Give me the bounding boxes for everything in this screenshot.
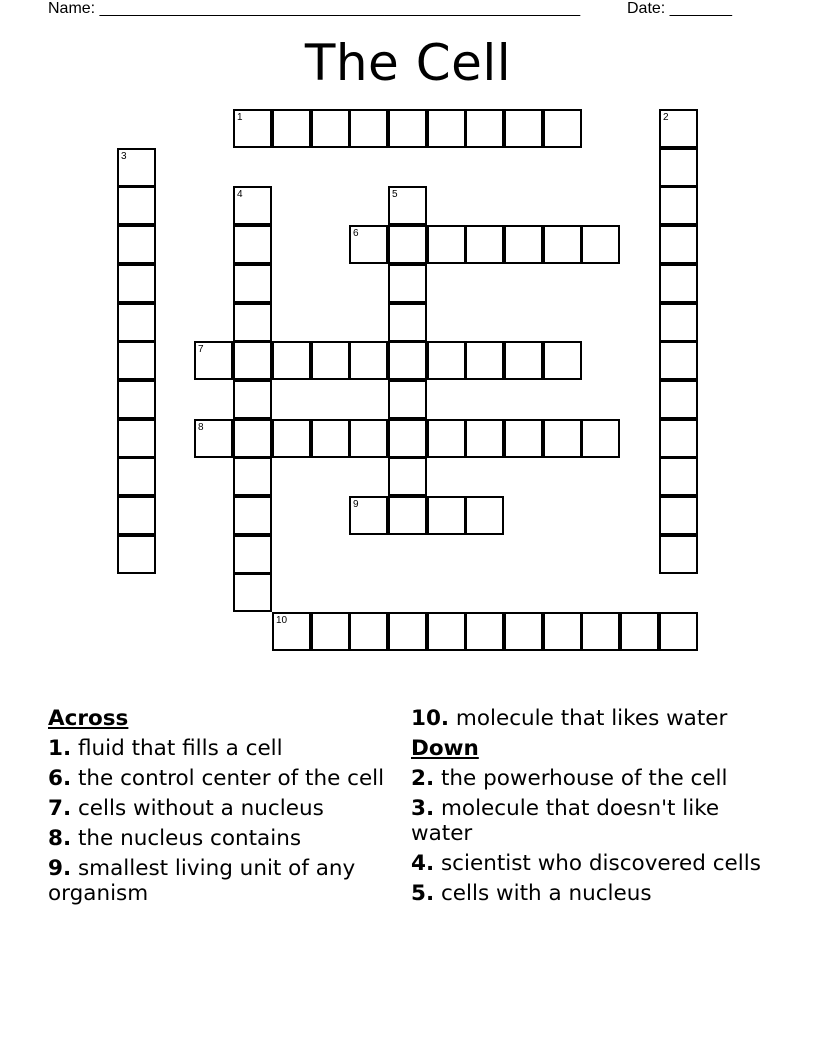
grid-cell[interactable] (272, 612, 311, 651)
grid-cell[interactable] (388, 264, 427, 303)
grid-cell[interactable] (233, 419, 272, 458)
clue-down-2: 2. the powerhouse of the cell (411, 766, 728, 791)
grid-cell[interactable] (427, 612, 466, 651)
grid-cell[interactable] (388, 186, 427, 225)
grid-cell[interactable] (465, 109, 504, 148)
grid-cell[interactable] (659, 535, 698, 574)
grid-cell[interactable] (117, 148, 156, 187)
grid-cell[interactable] (659, 341, 698, 380)
grid-cell[interactable] (659, 380, 698, 419)
grid-cell[interactable] (233, 380, 272, 419)
grid-cell[interactable] (194, 419, 233, 458)
grid-cell[interactable] (117, 225, 156, 264)
grid-cell[interactable] (388, 612, 427, 651)
grid-cell[interactable] (659, 419, 698, 458)
grid-cell[interactable] (465, 496, 504, 535)
grid-cell[interactable] (311, 341, 350, 380)
clue-column-right (411, 701, 766, 906)
grid-cell[interactable] (659, 496, 698, 535)
grid-cell[interactable] (388, 457, 427, 496)
clue-number: 6 (353, 228, 359, 239)
grid-cell[interactable] (427, 419, 466, 458)
clue-number: 5 (392, 189, 398, 200)
clue-across-10: 10. molecule that likes water (411, 706, 728, 731)
clue-across-8: 8. the nucleus contains (48, 826, 302, 851)
clue-number: 9 (353, 499, 359, 510)
name-field: Name: ______________________________________________________ (48, 0, 581, 17)
grid-cell[interactable] (311, 612, 350, 651)
across-heading: Across (48, 706, 129, 731)
grid-cell[interactable] (504, 419, 543, 458)
grid-cell[interactable] (465, 341, 504, 380)
grid-cell[interactable] (504, 225, 543, 264)
grid-cell[interactable] (659, 225, 698, 264)
grid-cell[interactable] (311, 419, 350, 458)
grid-cell[interactable] (504, 612, 543, 651)
grid-cell[interactable] (659, 457, 698, 496)
grid-cell[interactable] (233, 264, 272, 303)
grid-cell[interactable] (388, 225, 427, 264)
grid-cell[interactable] (233, 303, 272, 342)
clue-across-6: 6. the control center of the cell (48, 766, 385, 791)
clue-number: 2 (663, 112, 669, 123)
grid-cell[interactable] (311, 109, 350, 148)
grid-cell[interactable] (543, 341, 582, 380)
grid-cell[interactable] (233, 341, 272, 380)
grid-cell[interactable] (659, 303, 698, 342)
grid-cell[interactable] (233, 186, 272, 225)
page-title: The Cell (304, 34, 512, 92)
grid-cell[interactable] (388, 341, 427, 380)
grid-cell[interactable] (543, 612, 582, 651)
grid-cell[interactable] (659, 186, 698, 225)
grid-cell[interactable] (117, 457, 156, 496)
grid-cell[interactable] (349, 109, 388, 148)
grid-cell[interactable] (117, 186, 156, 225)
clue-number: 4 (237, 189, 243, 200)
grid-cell[interactable] (233, 109, 272, 148)
clue-number: 3 (121, 151, 127, 162)
grid-cell[interactable] (233, 535, 272, 574)
clue-down-5: 5. cells with a nucleus (411, 881, 652, 906)
grid-cell[interactable] (504, 341, 543, 380)
grid-cell[interactable] (659, 612, 698, 651)
clue-across-1: 1. fluid that fills a cell (48, 736, 283, 761)
grid-cell[interactable] (504, 109, 543, 148)
grid-cell[interactable] (117, 303, 156, 342)
grid-cell[interactable] (349, 225, 388, 264)
clue-down-4: 4. scientist who discovered cells (411, 851, 761, 876)
clue-number: 10 (276, 615, 288, 626)
clue-column-left (48, 701, 388, 906)
grid-cell[interactable] (117, 380, 156, 419)
grid-cell[interactable] (349, 341, 388, 380)
grid-cell[interactable] (349, 612, 388, 651)
grid-cell[interactable] (581, 225, 620, 264)
grid-cell[interactable] (388, 380, 427, 419)
grid-cell[interactable] (465, 419, 504, 458)
clue-across-9: 9. smallest living unit of any organism (48, 856, 356, 906)
grid-cell[interactable] (388, 419, 427, 458)
clue-number: 1 (237, 112, 243, 123)
grid-cell[interactable] (388, 109, 427, 148)
clue-down-3: 3. molecule that doesn't like water (411, 796, 720, 846)
grid-cell[interactable] (388, 496, 427, 535)
grid-cell[interactable] (233, 573, 272, 612)
grid-cell[interactable] (427, 496, 466, 535)
grid-cell[interactable] (659, 264, 698, 303)
grid-cell[interactable] (233, 457, 272, 496)
clue-number: 7 (198, 344, 204, 355)
grid-cell[interactable] (117, 535, 156, 574)
grid-cell[interactable] (427, 341, 466, 380)
grid-cell[interactable] (581, 419, 620, 458)
grid-cell[interactable] (620, 612, 659, 651)
clue-number: 8 (198, 422, 204, 433)
grid-cell[interactable] (659, 109, 698, 148)
grid-cell[interactable] (117, 419, 156, 458)
grid-cell[interactable] (117, 496, 156, 535)
grid-cell[interactable] (272, 109, 311, 148)
grid-cell[interactable] (272, 419, 311, 458)
grid-cell[interactable] (543, 419, 582, 458)
grid-cell[interactable] (194, 341, 233, 380)
grid-cell[interactable] (581, 612, 620, 651)
grid-cell[interactable] (272, 341, 311, 380)
down-heading: Down (411, 736, 479, 761)
grid-cell[interactable] (349, 496, 388, 535)
grid-cell[interactable] (233, 225, 272, 264)
grid-cell[interactable] (117, 264, 156, 303)
grid-cell[interactable] (543, 109, 582, 148)
grid-cell[interactable] (349, 419, 388, 458)
grid-cell[interactable] (543, 225, 582, 264)
clue-across-7: 7. cells without a nucleus (48, 796, 324, 821)
date-field: Date: _______ (627, 0, 732, 17)
grid-cell[interactable] (465, 225, 504, 264)
grid-cell[interactable] (659, 148, 698, 187)
grid-cell[interactable] (117, 341, 156, 380)
grid-cell[interactable] (427, 225, 466, 264)
grid-cell[interactable] (388, 303, 427, 342)
grid-cell[interactable] (427, 109, 466, 148)
grid-cell[interactable] (233, 496, 272, 535)
grid-cell[interactable] (465, 612, 504, 651)
